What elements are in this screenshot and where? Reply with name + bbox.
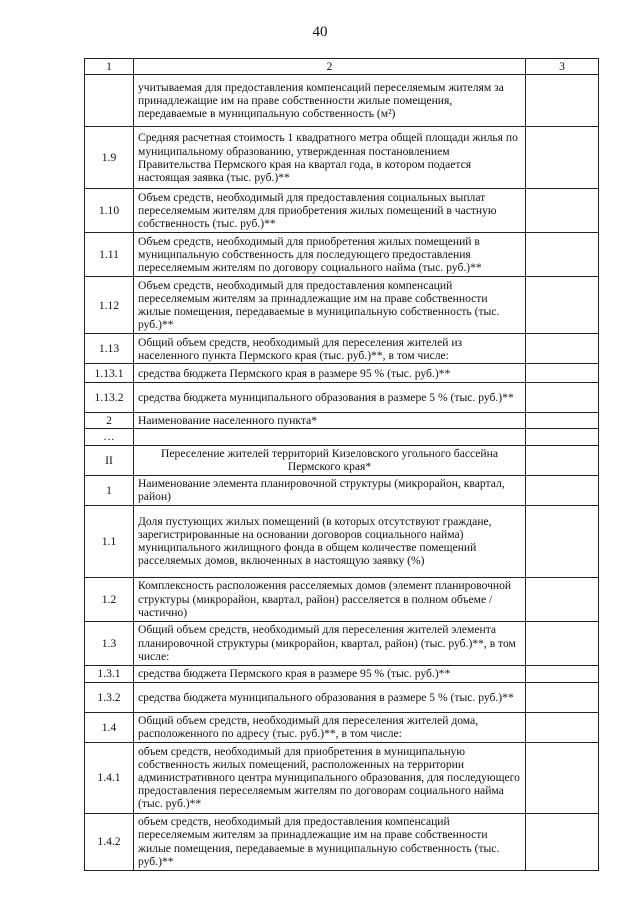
table-row (85, 277, 599, 334)
table-row (85, 383, 599, 413)
row-description: Общий объем средств, необходимый для переселения жителей элемента планировочной структуры (микрорайон, квартал, район) (тыс. руб.)**, в том числе: (134, 621, 526, 665)
row-number: 1.2 (85, 577, 134, 621)
row-value[interactable] (526, 189, 599, 233)
row-value[interactable] (526, 75, 599, 127)
row-description: Объем средств, необходимый для предоставления социальных выплат переселяемым жителям для приобретения жилых помещений в частную собственность (тыс. руб.)** (134, 189, 526, 233)
row-description: средства бюджета муниципального образования в размере 5 % (тыс. руб.)** (134, 383, 526, 413)
row-number: 1.13 (85, 334, 134, 364)
row-value[interactable] (526, 475, 599, 505)
row-number: 1 (85, 475, 134, 505)
row-number: 1.11 (85, 233, 134, 277)
table-row (85, 233, 599, 277)
table-row (85, 429, 599, 445)
table-row (85, 413, 599, 429)
row-number: 1.4 (85, 712, 134, 742)
row-number: 1.12 (85, 277, 134, 334)
header-col-description: 2 (134, 59, 526, 75)
row-description: Наименование населенного пункта* (134, 413, 526, 429)
table-row (85, 712, 599, 742)
header-col-number: 1 (85, 59, 134, 75)
application-table (84, 58, 599, 871)
row-number: 1.13.2 (85, 383, 134, 413)
row-value[interactable] (526, 277, 599, 334)
row-description: Комплексность расположения расселяемых домов (элемент планировочной структуры (микрорайон, квартал, район) расселяется в полном объеме /частично) (134, 577, 526, 621)
row-number: 1.1 (85, 505, 134, 577)
row-value[interactable] (526, 742, 599, 813)
table-row (85, 445, 599, 475)
row-value[interactable] (526, 445, 599, 475)
table-row (85, 742, 599, 813)
table-row (85, 505, 599, 577)
table-row (85, 621, 599, 665)
row-description: Общий объем средств, необходимый для переселения жителей дома, расположенного по адресу (тыс. руб.)**, в том числе: (134, 712, 526, 742)
row-description: средства бюджета муниципального образования в размере 5 % (тыс. руб.)** (134, 682, 526, 712)
row-value[interactable] (526, 364, 599, 383)
row-number: 1.10 (85, 189, 134, 233)
row-value[interactable] (526, 712, 599, 742)
row-description: Общий объем средств, необходимый для переселения жителей из населенного пункта Пермского края (тыс. руб.)**, в том числе: (134, 334, 526, 364)
row-description: объем средств, необходимый для предоставления компенсаций переселяемым жителям за принадлежащие им на праве собственности жилые помещения, передаваемые в муниципальную собственность (тыс. руб.)** (134, 813, 526, 870)
row-value[interactable] (526, 413, 599, 429)
table-row (85, 665, 599, 682)
row-number: 1.4.1 (85, 742, 134, 813)
row-number: 2 (85, 413, 134, 429)
row-description: учитываемая для предоставления компенсаций переселяемым жителям за принадлежащие им на праве собственности жилые помещения, передаваемые в муниципальную собственность (м²) (134, 75, 526, 127)
row-value[interactable] (526, 383, 599, 413)
row-description: Объем средств, необходимый для приобретения жилых помещений в муниципальную собственность для последующего предоставления переселяемым жителям по договору социального найма (тыс. руб.)** (134, 233, 526, 277)
row-description: Объем средств, необходимый для предоставления компенсаций переселяемым жителям за принадлежащие им на праве собственности жилые помещения, передаваемые в муниципальную собственность (тыс. руб.)** (134, 277, 526, 334)
table-row (85, 682, 599, 712)
table-row (85, 75, 599, 127)
row-number: 1.3.2 (85, 682, 134, 712)
table-row (85, 577, 599, 621)
row-number (85, 75, 134, 127)
row-value[interactable] (526, 577, 599, 621)
table-row (85, 475, 599, 505)
row-value[interactable] (526, 505, 599, 577)
row-description: Средняя расчетная стоимость 1 квадратного метра общей площади жилья по муниципальному образованию, утвержденная постановлением Правительства Пермского края на квартал года, в котором подается настоящая заявка (тыс. руб.)** (134, 127, 526, 189)
row-value[interactable] (526, 665, 599, 682)
row-description: средства бюджета Пермского края в размере 95 % (тыс. руб.)** (134, 665, 526, 682)
row-number: 1.9 (85, 127, 134, 189)
table-row (85, 364, 599, 383)
table-row (85, 189, 599, 233)
header-col-value: 3 (526, 59, 599, 75)
table-header-row (85, 59, 599, 75)
row-value[interactable] (526, 682, 599, 712)
row-value[interactable] (526, 429, 599, 445)
table-row (85, 127, 599, 189)
row-number: … (85, 429, 134, 445)
row-value[interactable] (526, 127, 599, 189)
row-description: Доля пустующих жилых помещений (в которых отсутствуют граждане, зарегистрированные на основании договоров социального найма) муниципального жилищного фонда в общем количестве помещений расселяемых домов, включенных в настоящую заявку (%) (134, 505, 526, 577)
row-description: объем средств, необходимый для приобретения в муниципальную собственность жилых помещений, расположенных на территории административного центра муниципального образования, для последующего предоставления переселяемым жителям по договорам социального найма (тыс. руб.)** (134, 742, 526, 813)
table-row (85, 334, 599, 364)
row-number: 1.13.1 (85, 364, 134, 383)
row-number: 1.4.2 (85, 813, 134, 870)
row-number: 1.3.1 (85, 665, 134, 682)
row-description (134, 429, 526, 445)
row-description: Переселение жителей территорий Кизеловского угольного бассейна Пермского края* (134, 445, 526, 475)
row-number: 1.3 (85, 621, 134, 665)
row-value[interactable] (526, 621, 599, 665)
page-number: 40 (312, 24, 328, 40)
row-value[interactable] (526, 334, 599, 364)
row-value[interactable] (526, 233, 599, 277)
table-row (85, 813, 599, 870)
row-number: II (85, 445, 134, 475)
row-description: Наименование элемента планировочной структуры (микрорайон, квартал, район) (134, 475, 526, 505)
row-description: средства бюджета Пермского края в размере 95 % (тыс. руб.)** (134, 364, 526, 383)
row-value[interactable] (526, 813, 599, 870)
